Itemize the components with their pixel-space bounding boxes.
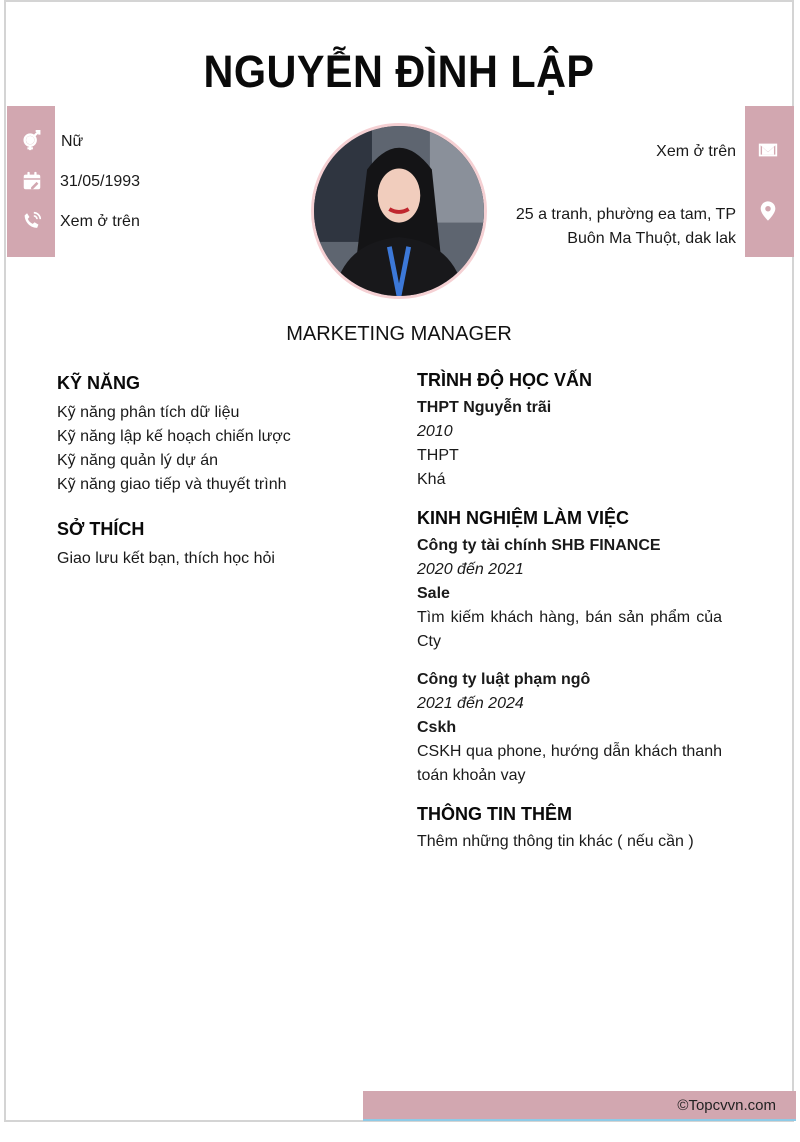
hobbies-text: Giao lưu kết bạn, thích học hỏi [57,550,275,567]
school-name: THPT Nguyễn trãi [417,399,552,416]
avatar [311,123,487,299]
profile-photo [314,126,484,296]
education-year: 2010 [417,423,453,440]
additional-info-heading: THÔNG TIN THÊM [417,804,572,824]
address-value [516,203,736,251]
email-icon [757,139,779,161]
location-icon [757,200,779,222]
gender-value: Nữ [61,133,84,150]
skills-heading: KỸ NĂNG [57,373,141,393]
skills-section [57,371,377,497]
position: Sale [417,585,450,602]
education-degree: THPT [417,447,459,464]
additional-info-section [417,802,722,854]
footer-bar [363,1091,796,1121]
additional-info-text: Thêm những thông tin khác ( nếu cần ) [417,833,694,850]
experience-heading: KINH NGHIỆM LÀM VIỆC [417,508,630,528]
experience-section [417,506,722,788]
phone-icon [21,210,43,232]
work-period: 2020 đến 2021 [417,561,524,578]
skill-item: Kỹ năng giao tiếp và thuyết trình [57,476,287,493]
candidate-name: NGUYỄN ĐÌNH LẬP [203,46,595,97]
job-description: Tìm kiếm khách hàng, bán sản phẩm của Cty [417,609,722,650]
job-title: MARKETING MANAGER [286,323,512,345]
skill-item: Kỹ năng lập kế hoạch chiến lược [57,428,291,445]
copyright-text: ©Topcvvn.com [677,1097,776,1114]
email-value: Xem ở trên [656,143,736,160]
cv-page [4,0,794,1122]
left-column [57,371,377,585]
company-name: Công ty luật phạm ngô [417,671,591,688]
education-grade: Khá [417,471,446,488]
birthdate-value: 31/05/1993 [60,173,141,190]
calendar-icon [21,170,43,192]
address-line-2: Buôn Ma Thuột, dak lak [567,230,736,247]
hobbies-heading: SỞ THÍCH [57,519,145,539]
education-section [417,368,722,492]
job-description: CSKH qua phone, hướng dẫn khách thanh toán khoản vay [417,743,722,784]
right-accent-strip [745,106,794,257]
position: Cskh [417,719,457,736]
right-column [417,368,722,868]
gender-icon [21,130,43,152]
company-name: Công ty tài chính SHB FINANCE [417,537,661,554]
left-accent-strip [7,106,55,257]
hobbies-section [57,517,377,571]
experience-item [417,668,722,788]
address-line-1: 25 a tranh, phường ea tam, TP [515,206,736,223]
work-period: 2021 đến 2024 [417,695,524,712]
education-heading: TRÌNH ĐỘ HỌC VẤN [417,370,592,390]
phone-value: Xem ở trên [60,213,140,230]
experience-item [417,534,722,654]
skill-item: Kỹ năng phân tích dữ liệu [57,404,240,421]
skill-item: Kỹ năng quản lý dự án [57,452,219,469]
